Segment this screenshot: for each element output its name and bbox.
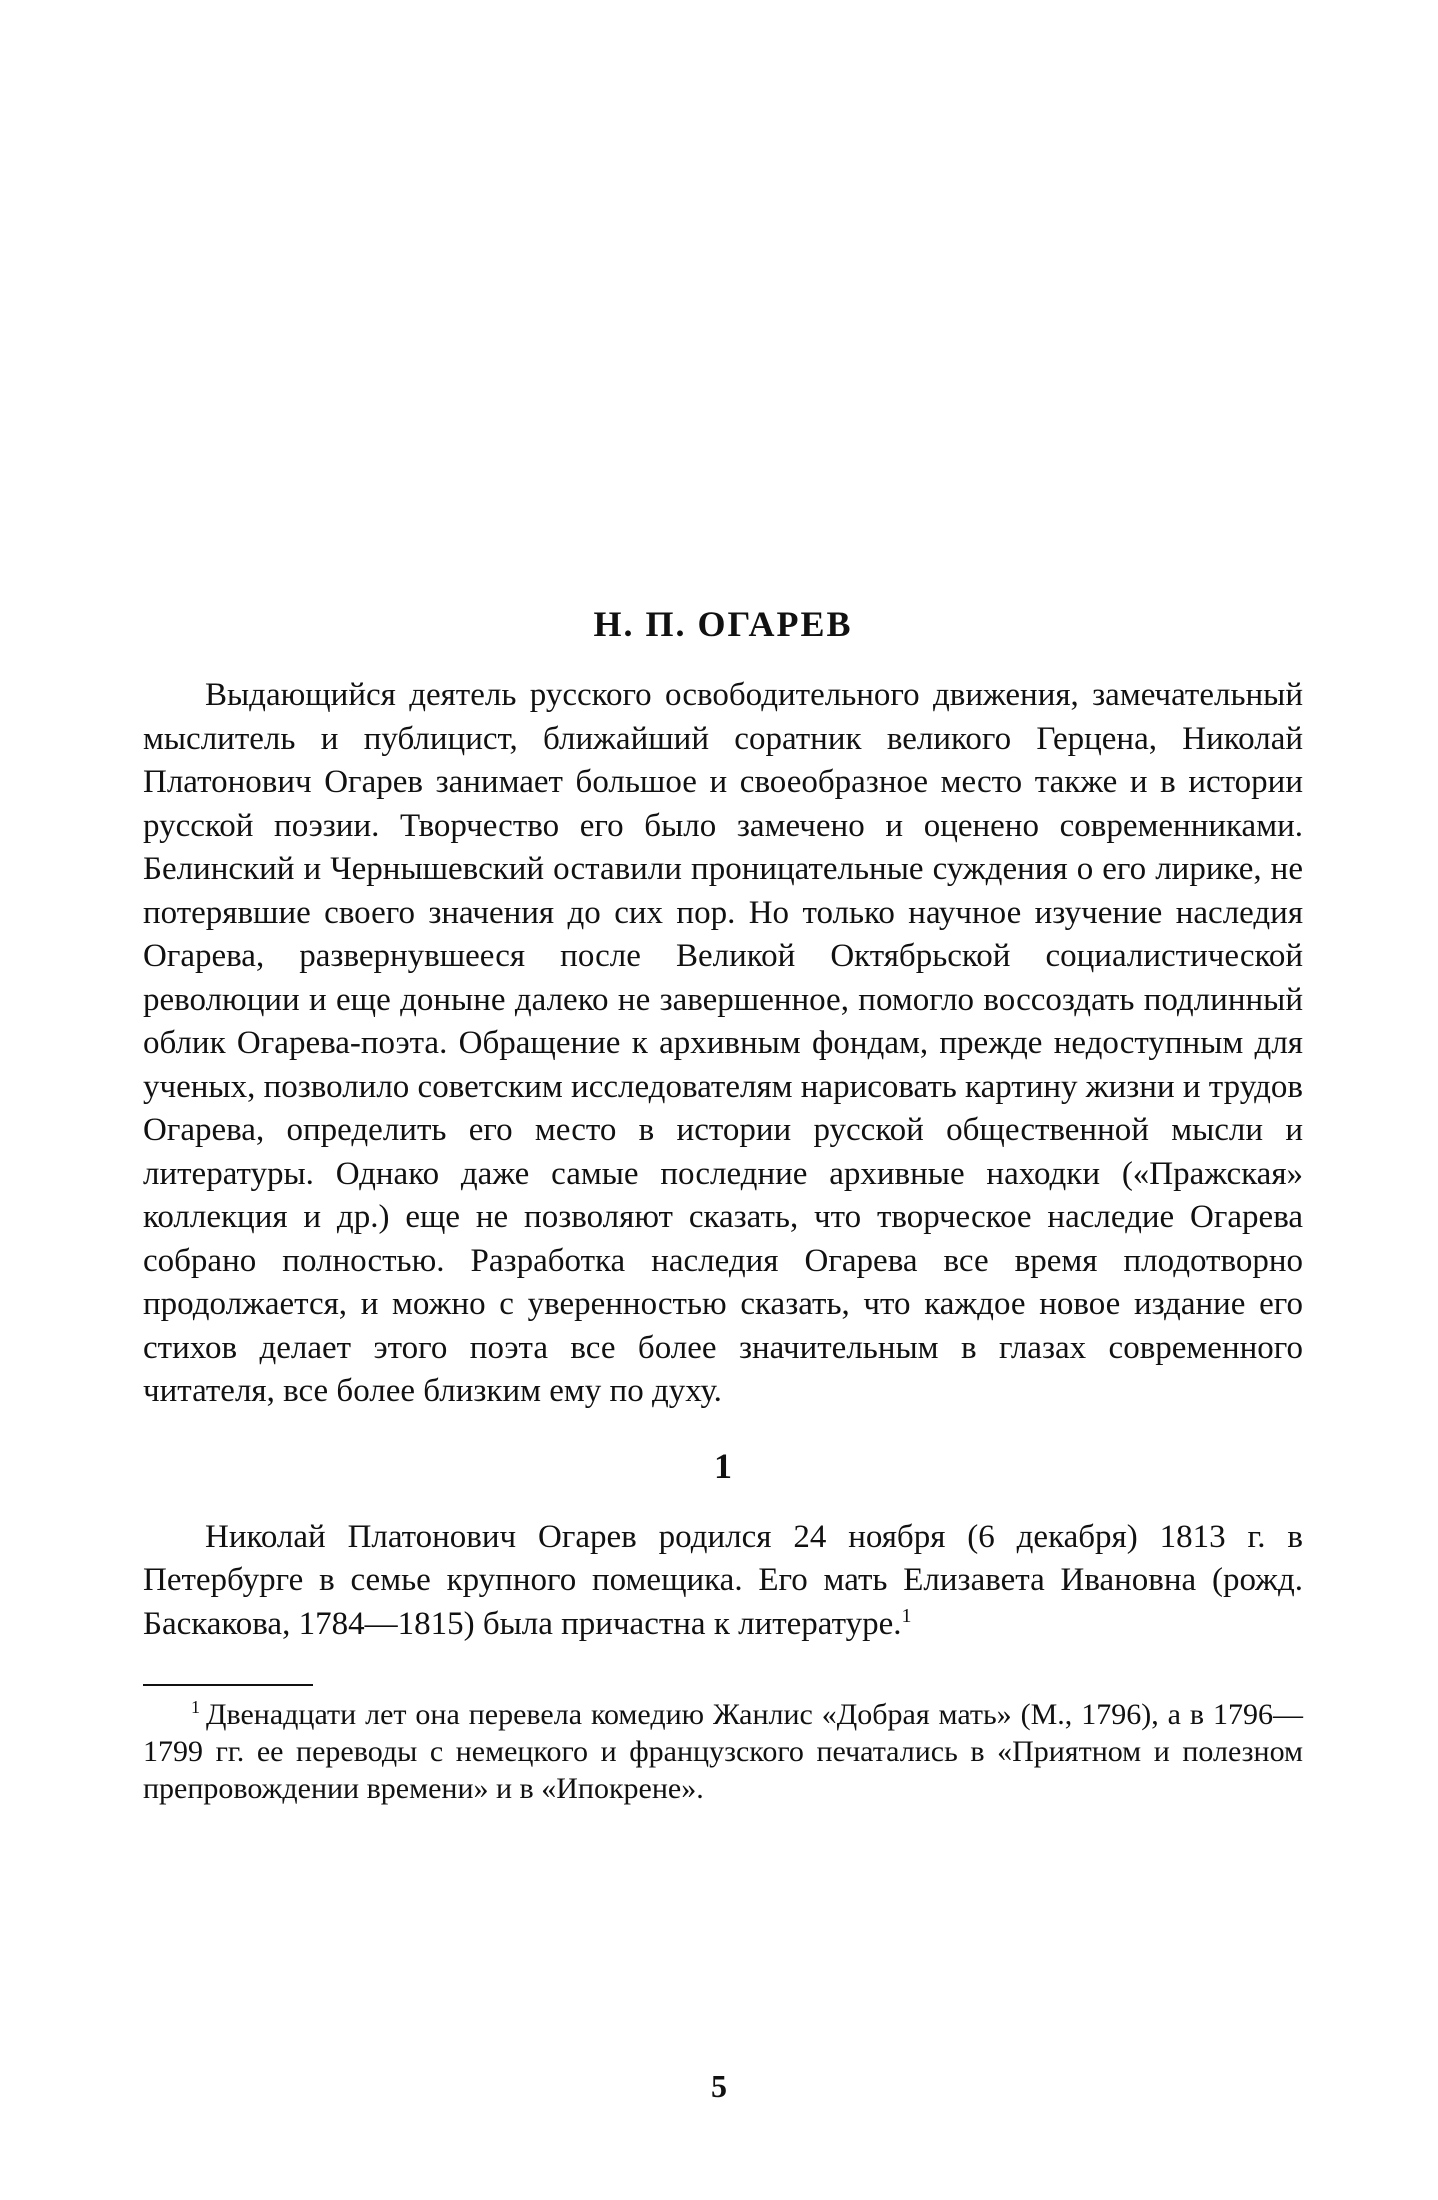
footnote-divider (143, 1684, 313, 1686)
section-paragraph-text: Николай Платонович Огарев родился 24 ноября (6 декабря) 1813 г. в Петербурге в семье крупного помещика. Его мать Елизавета Ивановна (рожд. Баскакова, 1784—1815) была причастна к литературе. (143, 1518, 1303, 1642)
footnote-reference[interactable]: 1 (901, 1604, 912, 1627)
footnote (143, 1696, 1303, 1807)
section-paragraph (143, 1516, 1303, 1647)
page-number: 5 (711, 2068, 727, 2104)
section-number: 1 (714, 1445, 732, 1486)
footnote-text: Двенадцати лет она перевела комедию Жанлис «Добрая мать» (М., 1796), а в 1796—1799 гг. ее переводы с немецкого и французского печатались в «Приятном и полезном препровождении времени» и в «Ипокрене». (143, 1698, 1303, 1805)
page-title: Н. П. ОГАРЕВ (593, 604, 853, 644)
page-content (143, 602, 1303, 1807)
intro-paragraph: Выдающийся деятель русского освободительного движения, замечательный мыслитель и публицист, ближайший соратник великого Герцена, Николай Платонович Огарев занимает большое и своеобразное место также и в истории русской поэзии. Творчество его было замечено и оценено современниками. Белинский и Чернышевский оставили проницательные суждения о его лирике, не потерявшие своего значения до сих пор. Но только научное изучение наследия Огарева, развернувшееся после Великой Октябрьской социалистической революции и еще доныне далеко не завершенное, помогло воссоздать подлинный облик Огарева-поэта. Обращение к архивным фондам, прежде недоступным для ученых, позволило советским исследователям нарисовать картину жизни и трудов Огарева, определить его место в истории русской общественной мысли и литературы. Однако даже самые последние архивные находки («Пражская» коллекция и др.) еще не позволяют сказать, что творческое наследие Огарева собрано полностью. Разработка наследия Огарева все время плодотворно продолжается, и можно с уверенностью сказать, что каждое новое издание его стихов делает этого поэта все более значительным в глазах современного читателя, все более близким ему по духу. (143, 677, 1303, 1409)
footnote-marker: 1 (191, 1697, 200, 1717)
